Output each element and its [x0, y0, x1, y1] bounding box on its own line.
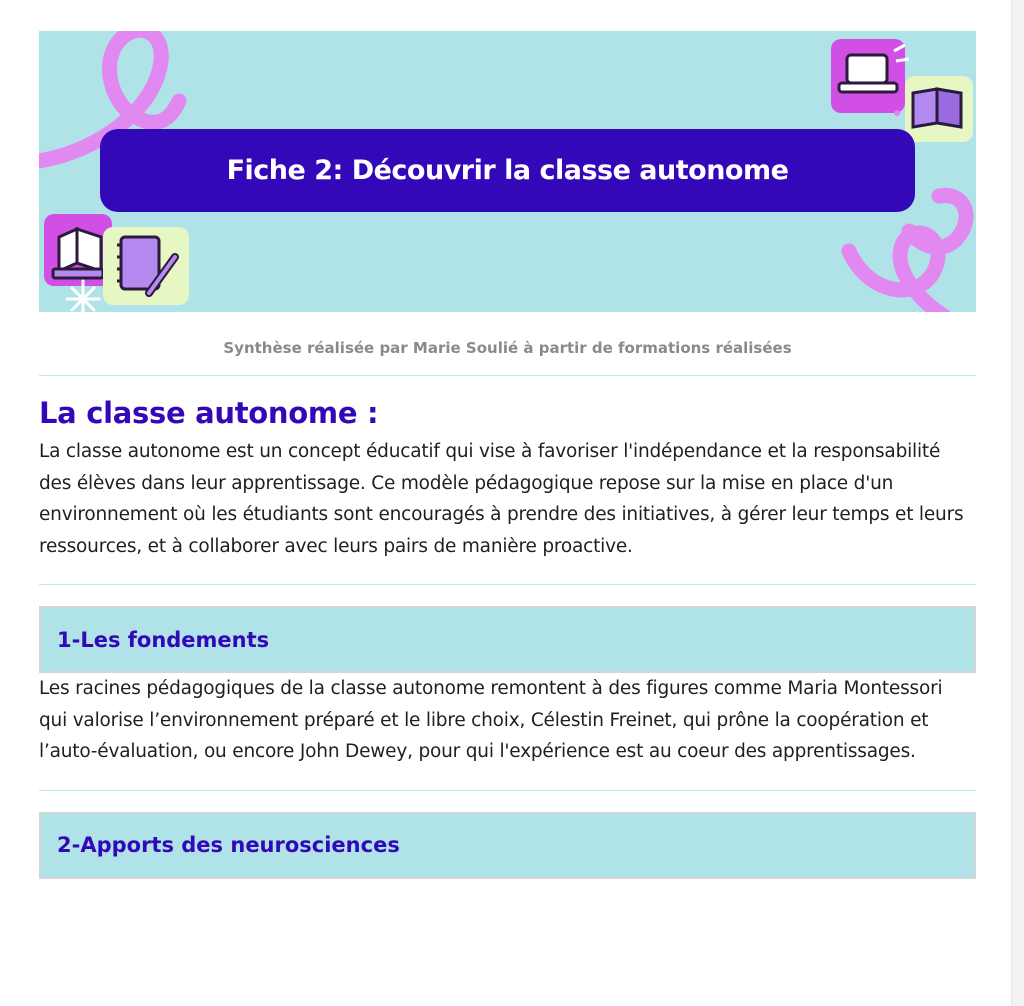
page-title: Fiche 2: Découvrir la classe autonome — [100, 129, 915, 212]
subsection-heading-neurosciences — [39, 812, 976, 879]
page — [39, 31, 976, 879]
notebook-icon — [103, 227, 189, 305]
subsection-heading-fondements — [39, 606, 976, 673]
intro-paragraph: La classe autonome est un concept éducatif qui vise à favoriser l'indépendance et la responsabilité des élèves dans leur apprentissage. Ce modèle pédagogique repose sur la mise en place d'un environnement où les étudiants sont encouragés à prendre des initiatives, à gérer leur temps et leurs ressources, et à collaborer avec leurs pairs de manière proactive. — [39, 441, 964, 557]
header-banner — [39, 31, 976, 312]
divider — [39, 375, 976, 376]
laptop-icon — [831, 39, 909, 113]
subsection-heading-label: 1-Les fondements — [57, 627, 270, 652]
fondements-paragraph: Les racines pédagogiques de la classe autonome remontent à des figures comme Maria Montessori qui valorise l’environnement préparé et le libre choix, Célestin Freinet, qui prône la coopération et l’auto-évaluation, ou encore John Dewey, pour qui l'expérience est au coeur des apprentissages. — [39, 678, 943, 762]
section-heading: La classe autonome : — [39, 396, 379, 430]
scrollbar[interactable] — [1011, 0, 1024, 1006]
subsection-heading-label: 2-Apports des neurosciences — [57, 833, 400, 857]
swirl-decoration — [849, 195, 966, 312]
divider — [39, 584, 976, 585]
divider — [39, 790, 976, 791]
author-credit: Synthèse réalisée par Marie Soulié à partir de formations réalisées — [223, 339, 792, 357]
open-book-icon — [44, 214, 112, 286]
